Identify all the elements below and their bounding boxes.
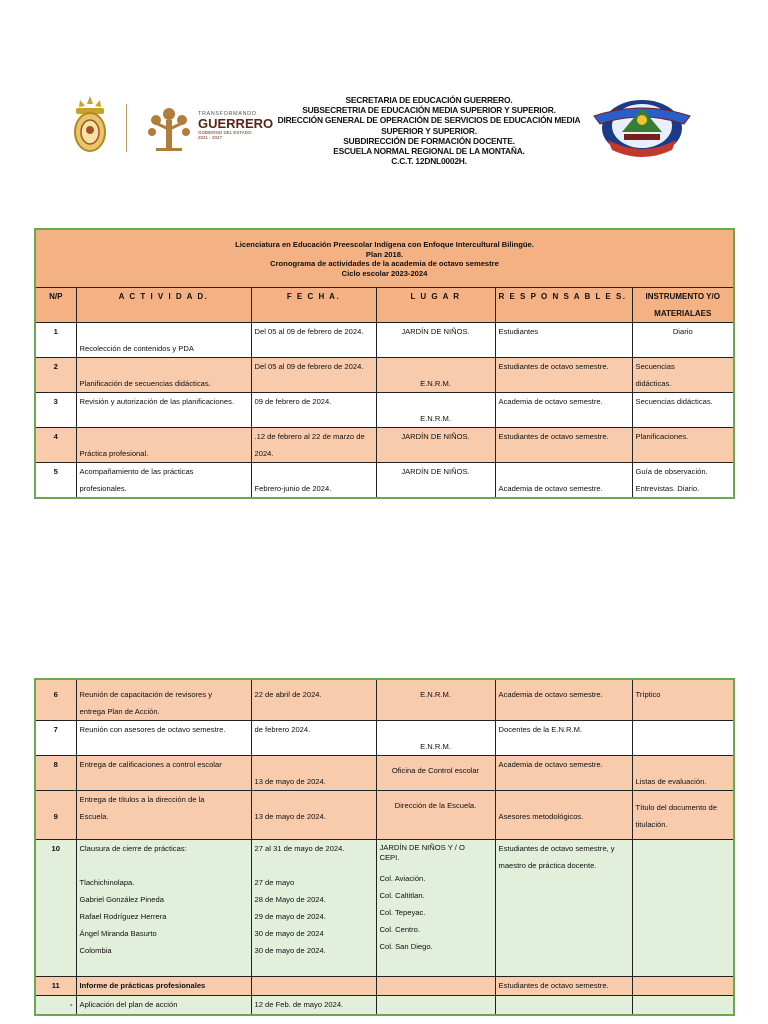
table-row: - Aplicación del plan de acción 12 de Feb. de mayo 2024. <box>35 996 734 1016</box>
col-header-fecha: F E C H A. <box>251 288 376 323</box>
document-header <box>0 0 768 200</box>
institution-header-text: SECRETARIA DE EDUCACIÓN GUERRERO. SUBSECRETRIA DE EDUCACIÓN MEDIA SUPERIOR Y SUPERIOR. DIRECCIÓN GENERAL DE OPERACIÓN DE SERVICIOS DE EDUCACIÓN MEDIA SUPERIOR Y SUPERIOR. SUBDIRECCIÓN DE FORMACIÓN DOCENTE. ESCUELA NORMAL REGIONAL DE LA MONTAÑA. C.C.T. 12DNL0002H. <box>277 95 581 167</box>
divider <box>126 104 127 152</box>
column-header-row <box>35 288 734 323</box>
table-row: 3 Revisión y autorización de las planificaciones. 09 de febrero de 2024. E.N.R.M. Academia de octavo semestre. Secuencias didácticas. <box>35 393 734 428</box>
tree-logo <box>144 104 194 154</box>
table-row: 2 Planificación de secuencias didácticas. Del 05 al 09 de febrero de 2024. E.N.R.M. Estudiantes de octavo semestre. Secuencias didácticas. <box>35 358 734 393</box>
table-row: 5 Acompañamiento de las prácticas profesionales. Febrero-junio de 2024. JARDÍN DE NIÑOS. Academia de octavo semestre. Guía de observación. Entrevistas. Diario. <box>35 463 734 499</box>
state-seal-logo <box>72 94 108 156</box>
table-row: 9 Entrega de títulos a la dirección de la Escuela. 13 de mayo de 2024. Dirección de la Escuela. Asesores metodológicos. Título del documento de titulación. <box>35 791 734 840</box>
col-header-lugar: L U G A R <box>376 288 495 323</box>
table-row: 7 Reunión con asesores de octavo semestre. de febrero 2024. E.N.R.M. Docentes de la E.N.R.M. <box>35 721 734 756</box>
schedule-table-part-2 <box>34 678 735 1016</box>
guerrero-wordmark: TRANSFORMANDO GUERRERO GOBIERNO DEL ESTADO 2021 - 2027 <box>198 111 274 140</box>
table-row: 4 Práctica profesional. .12 de febrero al 22 de marzo de 2024. JARDÍN DE NIÑOS. Estudiantes de octavo semestre. Planificaciones. <box>35 428 734 463</box>
table-row: 8 Entrega de calificaciones a control escolar 13 de mayo de 2024. Oficina de Control escolar Academia de octavo semestre. Listas de evaluación. <box>35 756 734 791</box>
col-header-actividad: A C T I V I D A D. <box>76 288 251 323</box>
schedule-table-part-1 <box>34 228 735 499</box>
col-header-responsables: R E S P O N S A B L E S. <box>495 288 632 323</box>
table-row: 11 Informe de prácticas profesionales Estudiantes de octavo semestre. <box>35 977 734 996</box>
col-header-np: N/P <box>35 288 76 323</box>
table-row: 10 Clausura de cierre de prácticas: Tlachichinolapa. Gabriel González Pineda Rafael Rodríguez Herrera Ángel Miranda Basurto Colombia 27 al 31 de mayo de 2024. 27 de mayo 28 de Mayo de 2024. 29 de mayo de 2024. 30 de mayo de 2024 30 de mayo de 2024. JARDÍN DE NIÑOS Y / O CEPI. Col. Aviación. Col. Caltitlan. Col. Tepeyac. Col. Centro. Col. San Diego. Estudiantes de octavo semestre, y maestro de práctica docente. <box>35 840 734 977</box>
table-row: 6 Reunión de capacitación de revisores y entrega Plan de Acción. 22 de abril de 2024. E.N.R.M. Academia de octavo semestre. Tríptico <box>35 679 734 721</box>
table-row: 1 Recolección de contenidos y PDA Del 05 al 09 de febrero de 2024. JARDÍN DE NIÑOS. Estudiantes Diario <box>35 323 734 358</box>
school-emblem-logo <box>588 94 696 160</box>
table-title: Licenciatura en Educación Preescolar Indígena con Enfoque Intercultural Bilingüe. Plan 2018. Cronograma de actividades de la academia de octavo semestre Ciclo escolar 2023-2024 <box>35 229 734 288</box>
col-header-instrumento: INSTRUMENTO Y/O MATERIALAES <box>632 288 734 323</box>
